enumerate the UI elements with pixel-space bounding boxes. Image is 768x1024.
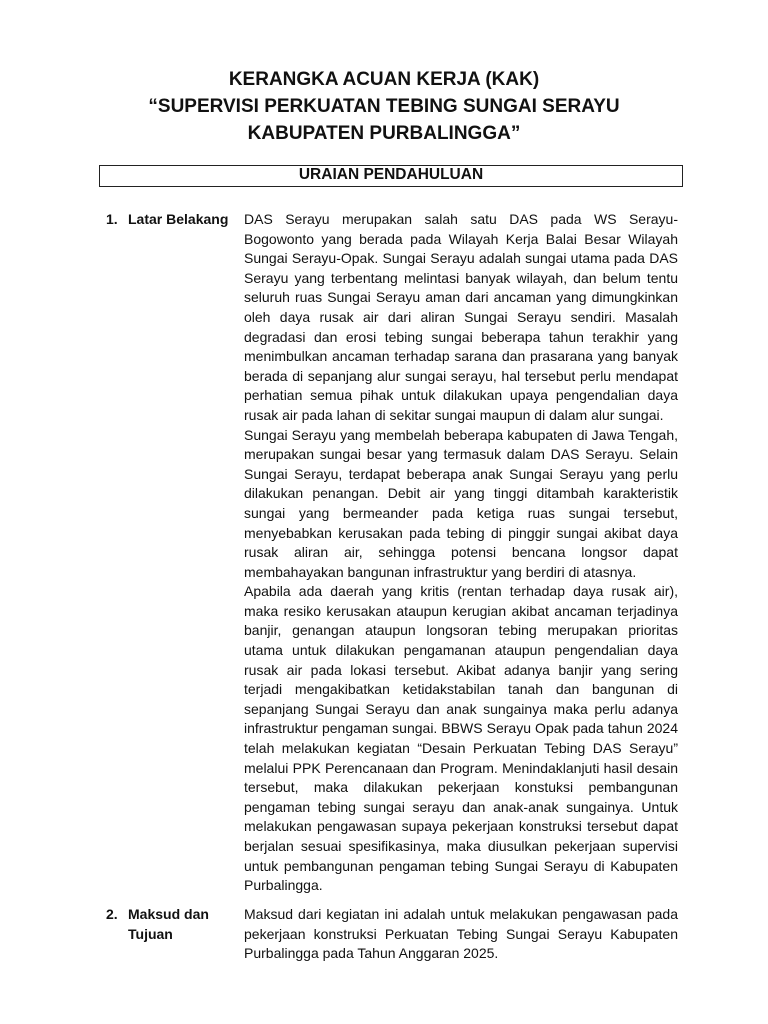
section-heading-box xyxy=(99,165,683,187)
document-title xyxy=(0,66,768,147)
item-label: Latar Belakang xyxy=(128,211,229,227)
title-line-3: KABUPATEN PURBALINGGA” xyxy=(247,123,521,144)
item-label: Maksud dan Tujuan xyxy=(128,906,209,942)
item-number: 2. xyxy=(106,906,118,922)
item-body xyxy=(244,905,678,964)
title-line-2: “SUPERVISI PERKUATAN TEBING SUNGAI SERAYU xyxy=(148,96,620,117)
section-heading: URAIAN PENDAHULUAN xyxy=(298,166,484,183)
item-body xyxy=(244,210,678,896)
paragraph: Sungai Serayu yang membelah beberapa kabupaten di Jawa Tengah, merupakan sungai besar yang termasuk dalam DAS Serayu. Selain Sungai Serayu, terdapat beberapa anak Sungai Serayu yang perlu dilakukan penangan. Debit air yang tinggi ditambah karakteristik sungai yang bermeander pada ketiga ruas sungai tersebut, menyebabkan kerusakan pada tebing di pinggir sungai akibat daya rusak aliran air, sehingga potensi bencana longsor dapat membahayakan bangunan infrastruktur yang berdiri di atasnya. xyxy=(244,426,678,580)
list-item-latar-belakang xyxy=(106,210,678,894)
paragraph: DAS Serayu merupakan salah satu DAS pada WS Serayu-Bogowonto yang berada pada Wilayah Kerja Balai Besar Wilayah Sungai Serayu-Opak. Sungai Serayu adalah sungai utama pada DAS Serayu yang terbentang melintasi banyak wilayah, dan belum tentu seluruh ruas Sungai Serayu aman dari ancaman yang dimungkinkan oleh daya rusak air dari aliran Sungai Serayu sendiri. Masalah degradasi dan erosi tebing sungai beberapa tahun terakhir yang menimbulkan ancaman terhadap sarana dan prasarana yang banyak berada di sepanjang alur sungai serayu, hal tersebut perlu mendapat perhatian semua pihak untuk dilakukan upaya pengendalian daya rusak air pada lahan di sekitar sungai maupun di dalam alur sungai. xyxy=(244,211,678,423)
paragraph: Apabila ada daerah yang kritis (rentan terhadap daya rusak air), maka resiko kerusakan ataupun kerugian akibat ancaman terjadinya banjir, genangan ataupun longsoran tebing merupakan prioritas utama untuk dilakukan pengamanan ataupun pengendalian daya rusak air pada lokasi tersebut. Akibat adanya banjir yang sering terjadi mengakibatkan ketidakstabilan tanah dan bangunan di sepanjang Sungai Serayu dan anak sungainya maka perlu adanya infrastruktur pengaman sungai. BBWS Serayu Opak pada tahun 2024 telah melakukan kegiatan “Desain Perkuatan Tebing DAS Serayu” melalui PPK Perencanaan dan Program. Menindaklanjuti hasil desain tersebut, maka dilakukan pekerjaan konstuksi pembangunan pengaman tebing sungai serayu dan anak-anak sungainya. Untuk melakukan pengawasan supaya pekerjaan konstruksi tersebut dapat berjalan sesuai spesifikasinya, maka diusulkan pekerjaan supervisi untuk pembangunan pengaman tebing Sungai Serayu di Kabupaten Purbalingga. xyxy=(244,583,678,894)
item-number: 1. xyxy=(106,211,118,227)
list-item-maksud-tujuan xyxy=(106,905,678,975)
paragraph: Maksud dari kegiatan ini adalah untuk melakukan pengawasan pada pekerjaan konstruksi Perkuatan Tebing Sungai Serayu Kabupaten Purbalingga pada Tahun Anggaran 2025. xyxy=(244,906,678,962)
title-line-1: KERANGKA ACUAN KERJA (KAK) xyxy=(228,69,540,90)
